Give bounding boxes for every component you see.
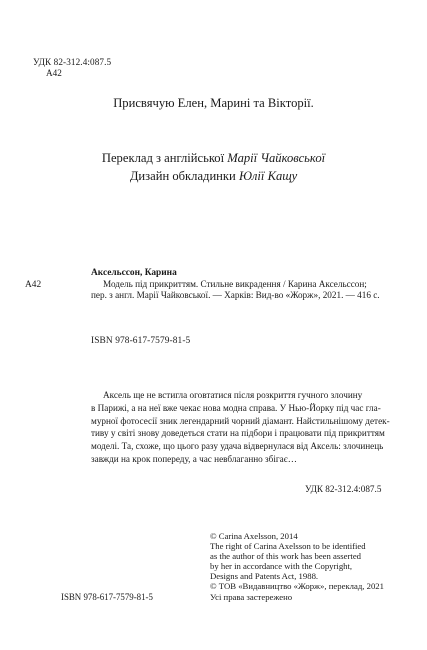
copyright-line: © ТОВ «Видавництво «Жорж», переклад, 2021 [210,581,384,592]
author-mark: А42 [25,280,42,290]
abstract-line: мурної фотосесії зник легендарний чорний діамант. Найстильнішому детек- [91,415,390,426]
udk-code-bottom: УДК 82-312.4:087.5 [305,484,382,494]
catalog-title-line: Модель під прикриттям. Стильне викрадення / Карина Аксельссон; [103,279,367,289]
catalog-isbn: ISBN 978-617-7579-81-5 [91,336,191,346]
copyright-line: Усі права застережено [210,591,293,602]
translator-credit [0,150,427,168]
copyright-line: as the author of this work has been asserted [210,551,362,562]
abstract-line: тиву у світі знову доведеться стати на підбори і працювати під прикриттям [91,428,385,439]
cover-designer-label: Дизайн обкладинки [129,168,239,183]
translation-credits [0,150,427,185]
abstract-line: в Парижі, а на неї вже чекає нова модна справа. У Нью-Йорку під час гла- [91,402,381,413]
dedication: Присвячую Елен, Марині та Вікторії. [113,96,314,110]
catalog-author: Аксельссон, Карина [91,268,177,278]
abstract-line: моделі. Та, схоже, що цього разу удача відвернулася від Аксель: злочинець [91,441,384,452]
translator-name: Марії Чайковської [227,151,326,165]
udk-code-top: УДК 82-312.4:087.5 [33,57,112,67]
abstract-line: завжди на крок попереду, а час невблаганно збігає… [91,453,297,464]
translator-label: Переклад з англійської [101,151,228,165]
copyright-line: The right of Carina Axelsson to be identified [210,541,366,552]
cover-designer-name: Юлії Кащу [238,168,298,183]
copyright-block [210,531,384,602]
isbn-bottom: ISBN 978-617-7579-81-5 [61,592,153,602]
copyright-line: © Carina Axelsson, 2014 [210,531,298,541]
cover-designer-credit [0,168,427,186]
copyright-line: Designs and Patents Act, 1988. [210,571,319,582]
copyright-line: by her in accordance with the Copyright, [210,561,353,572]
author-mark-top: А42 [46,68,62,78]
book-abstract [91,389,390,466]
abstract-line: Аксель ще не встигла оговтатися після розкриття гучного злочину [103,390,363,400]
catalog-publisher-line: пер. з англ. Марії Чайковської. — Харків: Вид-во «Жорж», 2021. — 416 с. [91,290,380,300]
